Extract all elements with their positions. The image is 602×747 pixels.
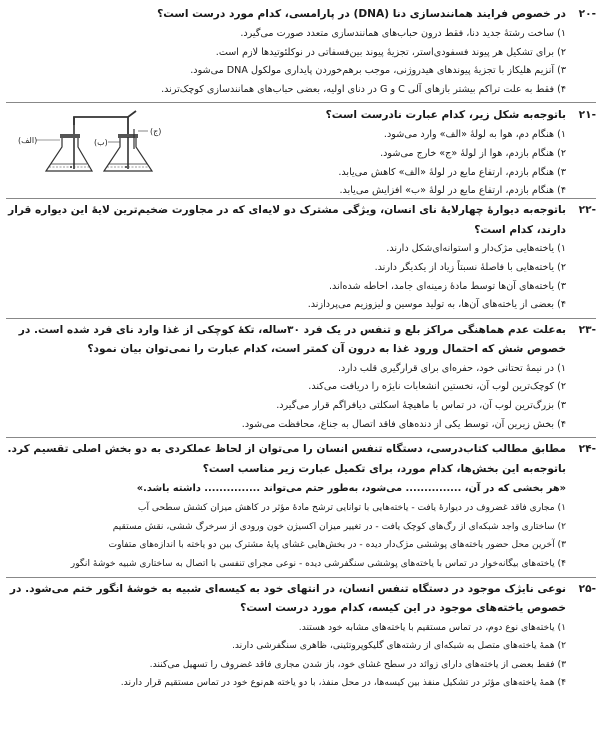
question-20 <box>6 4 596 99</box>
option-1[interactable]: ۱) هنگام دم، هوا به لولهٔ «الف» وارد می‌شود. <box>383 129 566 141</box>
option-4[interactable]: ۴) همهٔ یاخته‌های مؤثر در تشکیل منفذ بین کیسه‌ها، در محل منفذ، با دو یاخته هم‌نوع خود در تماس مستقیم قرار دارند. <box>120 677 566 689</box>
question-stem: نوعی نایژک موجود در دستگاه تنفس انسان، در انتهای خود به کیسه‌ای شبیه به خوشهٔ انگور ختم می‌شود. در خصوص یاخته‌های موجود در این کیسه، کدام مورد درست است؟ <box>9 582 566 614</box>
option-4[interactable]: ۴) یاخته‌های بیگانه‌خوار در تماس با یاخته‌های پوششی سنگفرشی دیده - نوعی مجرای تنفسی با اتصال به ساختاری شبیه خوشهٔ انگور <box>70 558 566 569</box>
question-number: -۲۳ <box>578 323 596 336</box>
label-jim: (ج) <box>150 127 162 137</box>
option-3[interactable]: ۳) هنگام بازدم، ارتفاع مایع در لولهٔ «الف» کاهش می‌یابد. <box>338 166 566 178</box>
fill-in-sentence: «هر بخشی که در آن، ............... می‌شود، به‌طور حتم می‌تواند ............... داشته باشد.» <box>136 483 566 495</box>
option-3[interactable]: ۳) آنزیم هلیکاز با تجزیهٔ پیوندهای هیدروژنی، موجب برهم‌خوردن پایداری مولکول DNA می‌شود. <box>190 65 566 77</box>
option-4[interactable]: ۴) هنگام بازدم، ارتفاع مایع در لولهٔ «ب» افزایش می‌یابد. <box>339 185 566 197</box>
option-2[interactable]: ۲) کوچک‌ترین لوب آن، نخستین انشعابات نایژه را دریافت می‌کند. <box>308 381 566 393</box>
options-list <box>6 360 596 434</box>
question-number: -۲۰ <box>578 8 596 20</box>
question-number: -۲۱ <box>578 109 596 122</box>
option-1[interactable]: ۱) یاخته‌های نوع دوم، در تماس مستقیم با یاخته‌های مشابه خود هستند. <box>298 621 566 633</box>
question-25 <box>6 580 596 693</box>
question-23 <box>6 321 596 434</box>
divider <box>6 577 596 578</box>
option-1[interactable]: ۱) مجاری فاقد غضروف در دیوارهٔ یافت - یاخته‌هایی با توانایی ترشح مادهٔ مؤثر در کاهش میزان کشش سطحی آب <box>137 503 566 514</box>
question-stem: به‌علت عدم هماهنگی مراکز بلع و تنفس در یک فرد ۳۰ساله، تکهٔ کوچکی از غذا وارد نای فرد شده است. در خصوص شش که احتمال ورود غذا به درون آن کمتر است، کدام عبارت را نمی‌توان بیان نمود؟ <box>18 323 566 356</box>
option-3[interactable]: ۳) یاخته‌های آن‌ها توسط مادهٔ زمینه‌ای جامد، احاطه شده‌اند. <box>329 280 566 292</box>
question-22 <box>6 201 596 314</box>
question-number: -۲۵ <box>578 582 596 595</box>
option-1[interactable]: ۱) در نیمهٔ تحتانی خود، حفره‌ای برای قرارگیری قلب دارد. <box>337 362 566 374</box>
label-be: (ب) <box>94 138 108 148</box>
question-stem: در خصوص فرایند همانندسازی دنا (DNA) در پارامسی، کدام مورد درست است؟ <box>157 8 566 20</box>
option-3[interactable]: ۳) آخرین محل حضور یاخته‌های پوششی مژک‌دار دیده - در بخش‌هایی غشای پایهٔ مشترک بین دو یاخته با اندازه‌های متفاوت <box>108 540 566 551</box>
question-24 <box>6 440 596 573</box>
option-3[interactable]: ۳) بزرگ‌ترین لوب آن، در تماس با ماهیچهٔ اسکلتی دیافراگم قرار می‌گیرد. <box>276 399 566 411</box>
option-3[interactable]: ۳) فقط بعضی از یاخته‌های دارای زوائد در سطح غشای خود، باز شدن مجاری فاقد غضروف را تسهیل می‌کنند. <box>149 658 566 670</box>
option-4[interactable]: ۴) فقط به علت تراکم بیشتر بازهای آلی C و G در دنای اولیه، بعضی حباب‌های همانندسازی کوچک‌ترند. <box>161 83 566 95</box>
question-stem: باتوجه‌به دیوارهٔ چهارلایهٔ نای انسان، ویژگی مشترک دو لایه‌ای که در مجاورت ضخیم‌ترین لایهٔ این دیواره قرار دارند، کدام است؟ <box>8 204 566 236</box>
options-list <box>6 499 596 573</box>
question-number: -۲۲ <box>578 204 596 217</box>
option-1[interactable]: ۱) ساخت رشتهٔ جدید دنا، فقط درون حباب‌های همانندسازی متعدد صورت می‌گیرد. <box>240 28 566 39</box>
option-2[interactable]: ۲) یاخته‌هایی با فاصلهٔ نسبتاً زیاد از یکدیگر دارند. <box>374 261 566 273</box>
question-number: -۲۴ <box>578 443 596 456</box>
options-list <box>6 240 596 314</box>
exam-page <box>6 4 596 693</box>
option-1[interactable]: ۱) یاخته‌هایی مژک‌دار و استوانه‌ای‌شکل دارند. <box>386 243 566 255</box>
option-2[interactable]: ۲) هنگام بازدم، هوا از لولهٔ «ج» خارج می‌شود. <box>380 147 566 159</box>
label-alef: (الف) <box>18 136 38 146</box>
divider <box>6 437 596 438</box>
question-stem: مطابق مطالب کتاب‌درسی، دستگاه تنفس انسان را می‌توان از لحاظ عملکردی به دو بخش اصلی تقسیم کرد. باتوجه‌به این بخش‌ها، کدام مورد، برای تکمیل عبارت زیر مناسب است؟ <box>7 443 566 475</box>
options-list <box>6 619 596 693</box>
question-21 <box>6 105 596 195</box>
divider <box>6 318 596 319</box>
options-list <box>6 25 596 99</box>
option-4[interactable]: ۴) بخش زیرین آن، توسط یکی از دنده‌های فاقد اتصال به جناغ، محافظت می‌شود. <box>241 418 566 430</box>
option-2[interactable]: ۲) ساختاری واجد شبکه‌ای از رگ‌های کوچک یافت - در تغییر میزان اکسیژن خون ورودی از سرخرگ ششی، نقش مستقیم <box>112 521 566 532</box>
divider <box>6 102 596 103</box>
option-4[interactable]: ۴) بعضی از یاخته‌های آن‌ها، به تولید موسین و لیزوزیم می‌پردازند. <box>307 299 566 311</box>
question-stem: باتوجه‌به شکل زیر، کدام عبارت نادرست است؟ <box>325 109 566 122</box>
option-2[interactable]: ۲) برای تشکیل هر پیوند فسفودی‌استر، تجزیهٔ پیوند بین‌فسفاتی در نوکلئوتیدها لازم است. <box>215 46 566 58</box>
option-2[interactable]: ۲) همهٔ یاخته‌های متصل به شبکه‌ای از رشته‌های گلیکوپروتئینی، ظاهری سنگفرشی دارند. <box>231 640 566 652</box>
lung-function-apparatus-diagram <box>16 107 186 177</box>
